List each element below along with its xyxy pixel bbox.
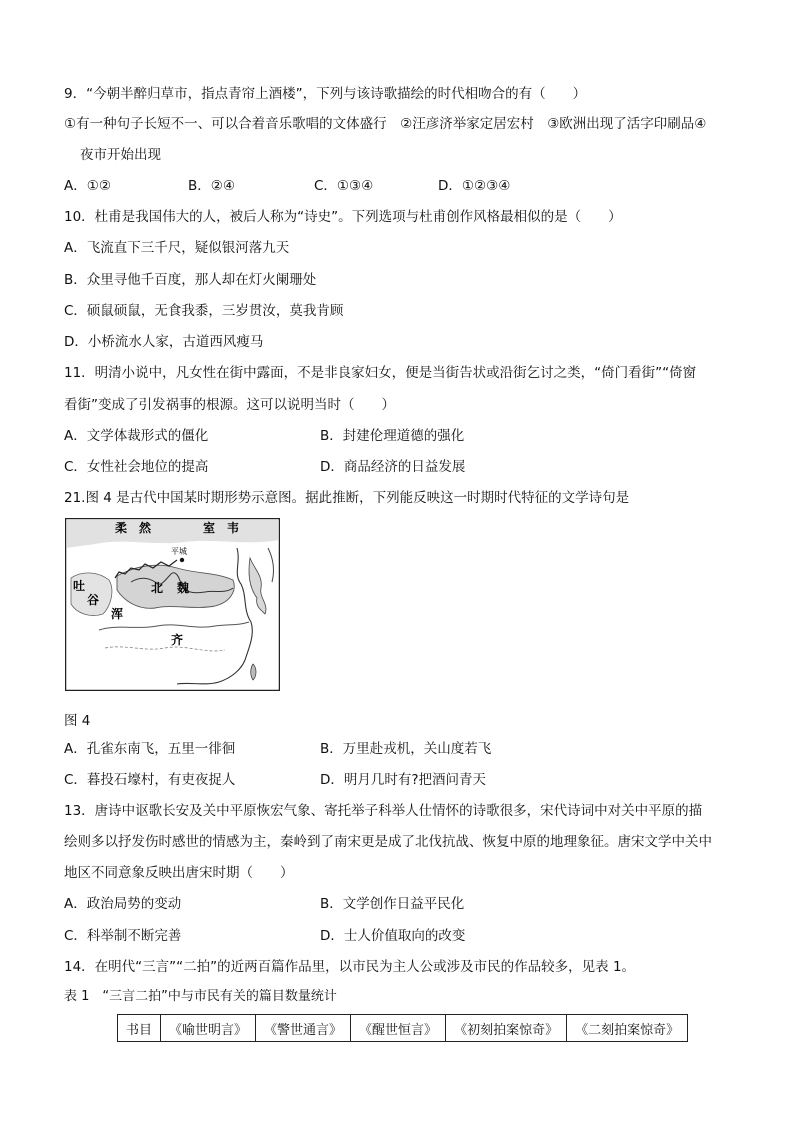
q9-items-line1: ①有一种句子长短不一、可以合着音乐歌唱的文体盛行 ②汪彦济举家定居宏村 ③欧洲出现了活字印刷品④ — [64, 116, 707, 132]
q9-items-line2: 夜市开始出现 — [80, 147, 161, 163]
map-label-shiwei: 室 韦 — [203, 521, 240, 535]
table-header-cell: 《二刻拍案惊奇》 — [567, 1015, 688, 1042]
table-header-cell: 《初刻拍案惊奇》 — [446, 1015, 567, 1042]
q9-option-b: B．②④ — [188, 178, 235, 194]
pingcheng-dot — [180, 558, 184, 562]
q13-option-d: D．士人价值取向的改变 — [320, 928, 466, 944]
q13-stem-line2: 绘则多以抒发伤时感世的情感为主，秦岭到了南宋更是成了北伐抗战、恢复中原的地理象征。唐宋文学中关中 — [64, 834, 712, 850]
q9-option-c: C．①③④ — [314, 178, 374, 194]
table-header-cell: 《警世通言》 — [256, 1015, 351, 1042]
map-label-tu: 吐 — [73, 579, 86, 593]
figure-caption: 图 4 — [64, 713, 91, 729]
q11-option-d: D．商品经济的日益发展 — [320, 459, 466, 475]
q11-option-a: A．文学体裁形式的僵化 — [64, 428, 209, 444]
map-label-qi: 齐 — [171, 633, 184, 647]
q10-option-d: D．小桥流水人家，古道西风瘦马 — [64, 334, 264, 350]
map-label-gu: 谷 — [87, 593, 100, 607]
table-header-cell: 书目 — [118, 1015, 161, 1042]
q11-stem-line2: 看街”变成了引发祸事的根源。这可以说明当时（ ） — [64, 397, 395, 413]
q21-option-c: C．暮投石壕村，有吏夜捉人 — [64, 772, 236, 788]
statistics-table — [117, 1014, 688, 1042]
q21-option-b: B．万里赴戎机，关山度若飞 — [320, 741, 492, 757]
q10-option-a: A．飞流直下三千尺，疑似银河落九天 — [64, 240, 290, 256]
q13-option-a: A．政治局势的变动 — [64, 896, 182, 912]
q13-option-c: C．科举制不断完善 — [64, 928, 182, 944]
q13-stem-line3: 地区不同意象反映出唐宋时期（ ） — [64, 865, 294, 881]
q9-stem: 9．“今朝半醉归草市，指点青帘上酒楼”，下列与该诗歌描绘的时代相吻合的有（ ） — [64, 86, 587, 102]
q13-stem-line1: 13．唐诗中讴歌长安及关中平原恢宏气象、寄托举子科举人仕情怀的诗歌很多，宋代诗词中对关中平原的描 — [64, 803, 703, 819]
q11-option-c: C．女性社会地位的提高 — [64, 459, 209, 475]
q21-option-a: A．孔雀东南飞，五里一徘徊 — [64, 741, 236, 757]
q14-stem: 14．在明代“三言”“二拍”的近两百篇作品里，以市民为主人公或涉及市民的作品较多，见表 1。 — [64, 959, 636, 975]
q11-option-b: B．封建伦理道德的强化 — [320, 428, 465, 444]
q9-option-d: D．①②③④ — [438, 178, 511, 194]
q13-option-b: B．文学创作日益平民化 — [320, 896, 465, 912]
historical-map-figure — [65, 518, 280, 691]
q10-option-c: C．硕鼠硕鼠，无食我黍，三岁贯汝，莫我肯顾 — [64, 303, 344, 319]
q9-option-a: A．①② — [64, 178, 111, 194]
q21-stem: 21.图 4 是古代中国某时期形势示意图。据此推断，下列能反映这一时期时代特征的文学诗句是 — [64, 490, 630, 506]
map-label-rouran: 柔 然 — [115, 521, 152, 535]
table-header-row — [118, 1015, 688, 1042]
map-label-hun: 浑 — [111, 607, 124, 621]
q21-option-d: D．明月几时有?把酒问青天 — [320, 772, 487, 788]
map-label-wei: 魏 — [177, 581, 190, 595]
table-caption: 表 1 “三言二拍”中与市民有关的篇目数量统计 — [64, 989, 337, 1004]
table-header-cell: 《醒世恒言》 — [351, 1015, 446, 1042]
q10-stem: 10．杜甫是我国伟大的人，被后人称为“诗史”。下列选项与杜甫创作风格最相似的是（ ） — [64, 209, 622, 225]
table-header-cell: 《喻世明言》 — [161, 1015, 256, 1042]
q10-option-b: B．众里寻他千百度，那人却在灯火阑珊处 — [64, 272, 317, 288]
map-label-pingcheng: 平城 — [171, 547, 187, 556]
map-label-bei: 北 — [151, 581, 164, 595]
q11-stem-line1: 11．明清小说中，凡女性在街中露面，不是非良家妇女，便是当街告状或沿街乞讨之类，“倚门看街”“倚窗 — [64, 365, 697, 381]
